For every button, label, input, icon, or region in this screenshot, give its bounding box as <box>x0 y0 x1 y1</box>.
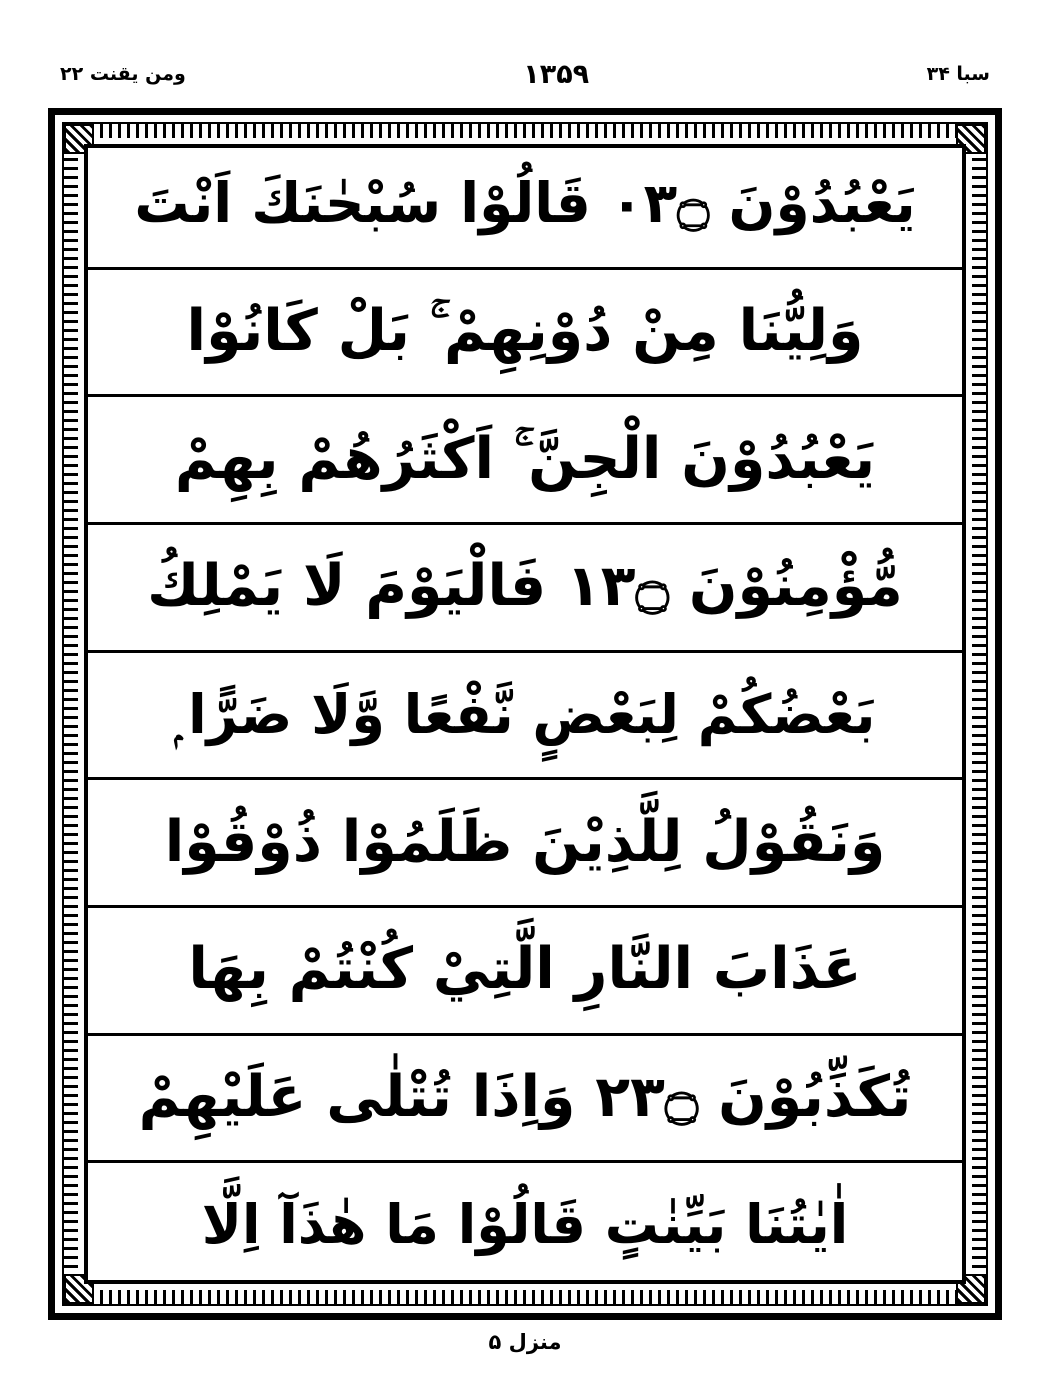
ayah-line <box>85 653 965 781</box>
ayah-line-text: مُّؤْمِنُوْنَ ۝۳۱ فَالْيَوْمَ لَا يَمْلِكُ <box>147 553 903 620</box>
page-header <box>60 52 990 96</box>
ayah-line-text: اٰيٰتُنَا بَيِّنٰتٍ قَالُوْا مَا هٰذَآ اِلَّا <box>201 1193 849 1257</box>
ayah-line-text: بَعْضُكُمْ لِبَعْضٍ نَّفْعًا وَّلَا ضَرًّا ۭ <box>174 682 876 746</box>
ayah-line-text: يَعْبُدُوْنَ الْجِنَّ ۚ اَكْثَرُهُمْ بِهِمْ <box>174 425 876 492</box>
ayah-text-block <box>85 142 965 1288</box>
ayah-line-text: عَذَابَ النَّارِ الَّتِيْ كُنْتُمْ بِهَا <box>188 936 862 1003</box>
juz-label: ومن يقنت ۲۲ <box>60 63 186 85</box>
surah-label: سبا ۳۴ <box>926 63 990 85</box>
ayah-line <box>85 1163 965 1288</box>
ayah-line <box>85 142 965 270</box>
ayah-line <box>85 1036 965 1164</box>
ayah-line-text: تُكَذِّبُوْنَ ۝۳۲ وَاِذَا تُتْلٰى عَلَيْهِمْ <box>138 1064 912 1131</box>
ayah-line <box>85 525 965 653</box>
manzil-label: منزل ۵ <box>488 1330 562 1354</box>
ayah-line-text: وَلِيُّنَا مِنْ دُوْنِهِمْ ۚ بَلْ كَانُوْا <box>186 298 864 365</box>
ayah-line-text: وَنَقُوْلُ لِلَّذِيْنَ ظَلَمُوْا ذُوْقُوْا <box>164 808 886 875</box>
page-number: ۱۳۵۹ <box>523 58 590 90</box>
ayah-line <box>85 908 965 1036</box>
ayah-line <box>85 270 965 398</box>
ayah-line-text: يَعْبُدُوْنَ ۝۳۰ قَالُوْا سُبْحٰنَكَ اَنْتَ <box>134 171 916 236</box>
ayah-line <box>85 397 965 525</box>
page-footer <box>0 1330 1050 1354</box>
ayah-line <box>85 780 965 908</box>
